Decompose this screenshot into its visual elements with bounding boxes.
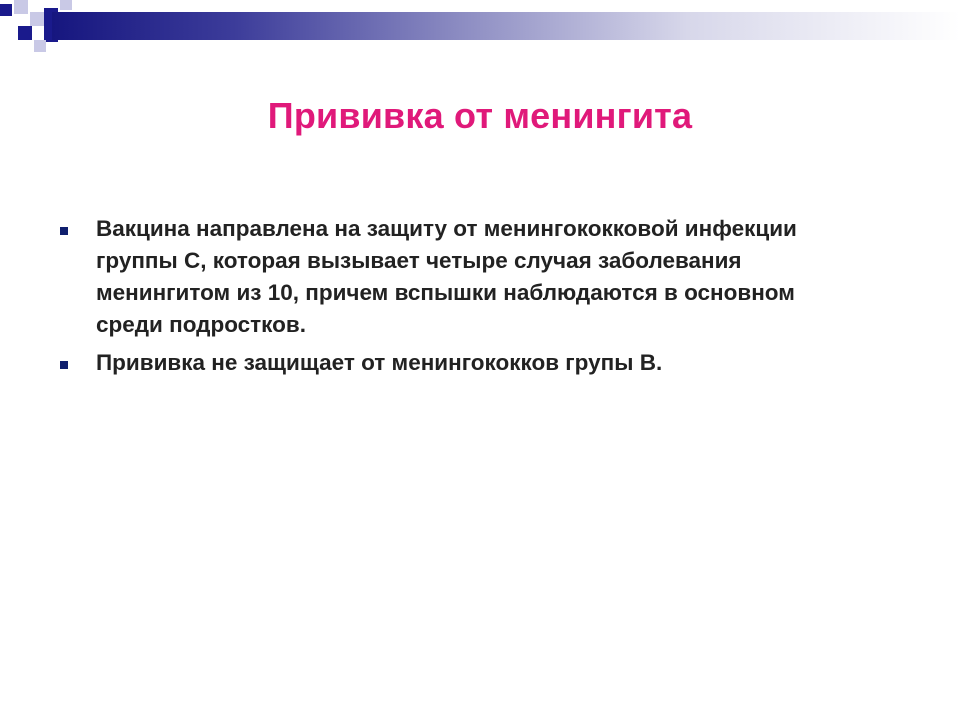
bullet-item [60, 213, 840, 341]
header-gradient-band [52, 12, 960, 40]
decor-square-lavender-1 [14, 0, 28, 14]
bullet-item [60, 347, 840, 379]
bullet-text: Прививка не защищает от менингококков групы В. [96, 350, 663, 375]
decor-square-navy-1 [0, 4, 12, 16]
square-bullet-icon [60, 361, 68, 369]
square-bullet-icon [60, 227, 68, 235]
bullet-list [60, 213, 840, 385]
decor-square-lavender-2 [30, 12, 44, 26]
decor-square-lavender-4 [34, 40, 46, 52]
slide-title: Прививка от менингита [267, 95, 693, 136]
decor-square-lavender-3 [60, 0, 72, 10]
decor-square-navy-3 [18, 26, 32, 40]
bullet-text: Вакцина направлена на защиту от менингококковой инфекции группы С, которая вызывает четыре случая заболевания менингитом из 10, причем вспышки наблюдаются в основном среди подростков. [96, 216, 797, 337]
